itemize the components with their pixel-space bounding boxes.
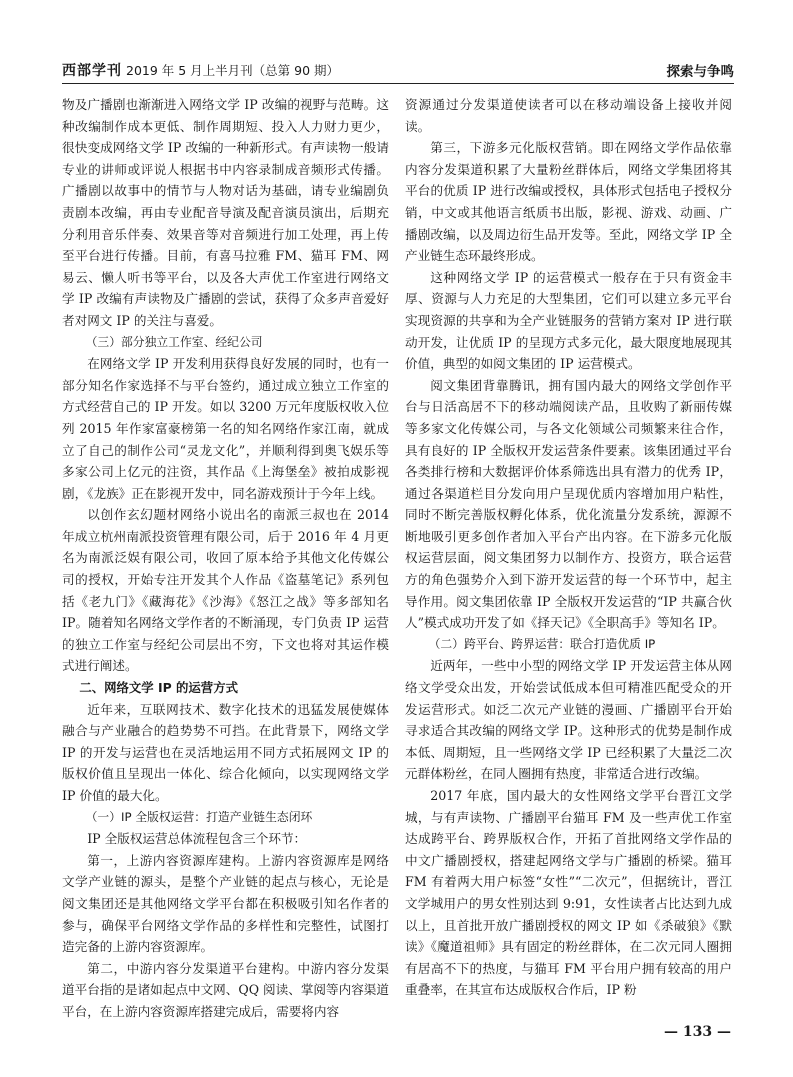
subsection-heading: （三）部分独立工作室、经纪公司 xyxy=(85,334,263,349)
journal-title: 西部学刊 xyxy=(62,63,122,79)
paragraph: 物及广播剧也渐渐进入网络文学 IP 改编的视野与范畴。这种改编制作成本更低、制作周期短、投入人力财力更少，很快变成网络文学 IP 改编的一种新形式。有声读物一般请专业的讲师或评说人根据书中内容录制成音频形式传播。广播剧以故事中的情节与人物对话为基础，请专业编剧负责剧本改编，再由专业配音导演及配音演员演出，后期充分利用音乐伴奏、效果音等对音频进行加工处理，再上传至平台进行传播。目前，有喜马拉雅 FM、猫耳 FM、网易云、懒人听书等平台，以及各大声优工作室进行网络文学 IP 改编有声读物及广播剧的尝试，获得了众多声音爱好者对网文 IP 的关注与喜爱。 xyxy=(62,97,389,328)
subsection-heading: （一）IP 全版权运营：打造产业链生态闭环 xyxy=(85,809,313,824)
page-number: — 133 — xyxy=(664,1024,731,1040)
paragraph: 第二，中游内容分发渠道平台建构。中游内容分发渠道平台指的是诸如起点中文网、QQ 阅读、掌阅等内容渠道平台，在上游内容资源库搭建完成后，需要将内容 xyxy=(62,960,389,1019)
paragraph: 2017 年底，国内最大的女性网络文学平台晋江文学城，与有声读物、广播剧平台猫耳 FM 及一些声优工作室达成跨平台、跨界版权合作，开拓了首批网络文学作品的中文广播剧授权，搭建起网络文学与广播剧的桥梁。猫耳 FM 有着两大用户标签“女性”“二次元”，但据统计，晋江文学城用户的男女性别达到 9:91，女性读者占比达到九成以上，且首批开放广播剧授权的网文 IP 如《杀破狼》《默读》《魔道祖师》具有固定的粉丝群体，在二次元同人圈拥有居高不下的热度，与猫耳 FM 平台用户拥有较高的用户重叠率，在其宣布达成版权合作后，IP 粉 xyxy=(405,788,732,998)
paragraph: 阅文集团背靠腾讯，拥有国内最大的网络文学创作平台与日活高居不下的移动端阅读产品，且收购了新丽传媒等多家文化传媒公司，与各文化领域公司频繁来往合作，具有良好的 IP 全版权开发运营条件要素。该集团通过平台各类排行榜和大数据评价体系筛选出具有潜力的优秀 IP，通过各渠道栏目分发向用户呈现优质内容增加用户粘性，同时不断完善版权孵化体系，优化流量分发系统，源源不断地吸引更多创作者加入平台产出内容。在下游多元化版权运营层面，阅文集团努力以制作方、投资方，联合运营方的角色强势介入到下游开发运营的每一个环节中，起主导作用。阅文集团依靠 IP 全版权开发运营的“IP 共赢合伙人”模式成功开发了如《择天记》《全职高手》等知名 IP。 xyxy=(405,377,732,631)
left-column xyxy=(62,94,389,1023)
paragraph: 第三，下游多元化版权营销。即在网络文学作品依靠内容分发渠道积累了大量粉丝群体后，网络文学集团将其平台的优质 IP 进行改编或授权，具体形式包括电子授权分销，中文或其他语言纸质书出版，影视、游戏、动画、广播剧改编，以及周边衍生品开发等。至此，网络文学 IP 全产业链生态环最终形成。 xyxy=(405,140,732,264)
paragraph: 第一，上游内容资源库建构。上游内容资源库是网络文学产业链的源头，是整个产业链的起点与核心，无论是阅文集团还是其他网络文学平台都在积极吸引知名作者的参与，确保平台网络文学作品的多样性和完整性，试图打造完备的上游内容资源库。 xyxy=(62,852,389,955)
subsection-heading: （二）跨平台、跨界运营：联合打造优质 IP xyxy=(428,636,656,651)
paragraph: 近两年，一些中小型的网络文学 IP 开发运营主体从网络文学受众出发，开始尝试低成本但可精准匹配受众的开发运营形式。如泛二次元产业链的漫画、广播剧平台开始寻求适合其改编的网络文学 IP。这种形式的优势是制作成本低、周期短，且一些网络文学 IP 已经积累了大量泛二次元群体粉丝，在同人圈拥有热度，非常适合进行改编。 xyxy=(405,658,732,782)
paragraph: 近年来，互联网技术、数字化技术的迅猛发展使媒体融合与产业融合的趋势势不可挡。在此背景下，网络文学 IP 的开发与运营也在灵活地运用不同方式拓展网文 IP 的版权价值且呈现出一体化、综合化倾向，以实现网络文学 IP 价值的最大化。 xyxy=(62,701,389,803)
paragraph: 在网络文学 IP 开发利用获得良好发展的同时，也有一部分知名作家选择不与平台签约，通过成立独立工作室的方式经营自己的 IP 开发。如以 3200 万元年度版权收入位列 2015 年作家富豪榜第一名的知名网络作家江南，就成立了自己的制作公司“灵龙文化”，并顺利得到奥飞娱乐等多家公司上亿元的注资，其作品《上海堡垒》被拍成影视剧，《龙族》正在影视开发中，同名游戏预计于今年上线。 xyxy=(62,356,389,501)
right-column xyxy=(405,94,732,1001)
paragraph: 资源通过分发渠道使读者可以在移动端设备上接收并阅读。 xyxy=(405,97,732,134)
section-heading: 二、网络文学 IP 的运营方式 xyxy=(79,680,238,696)
issue-info: 2019 年 5 月上半月刊（总第 90 期） xyxy=(126,63,340,78)
header-rule xyxy=(62,83,734,84)
paragraph: 以创作玄幻题材网络小说出名的南派三叔也在 2014 年成立杭州南派投资管理有限公司，后于 2016 年 4 月更名为南派泛娱有限公司，收回了原本给予其他文化传媒公司的授权，开始专注开发其个人作品《盗墓笔记》系列包括《老九门》《藏海花》《沙海》《怒江之战》等多部知名 IP。随着知名网络文学作者的不断涌现，专门负责 IP 运营的独立工作室与经纪公司层出不穷，下文也将对其运作模式进行阐述。 xyxy=(62,507,389,674)
paragraph: 这种网络文学 IP 的运营模式一般存在于只有资金丰厚、资源与人力充足的大型集团，它们可以建立多元平台实现资源的共享和为全产业链服务的营销方案对 IP 进行联动开发，让优质 IP 的呈现方式多元化，最大限度地展现其价值，典型的如阅文集团的 IP 运营模式。 xyxy=(405,269,732,372)
paragraph: IP 全版权运营总体流程包含三个环节： xyxy=(87,831,307,847)
section-title: 探索与争鸣 xyxy=(666,64,734,80)
running-header xyxy=(62,56,734,80)
